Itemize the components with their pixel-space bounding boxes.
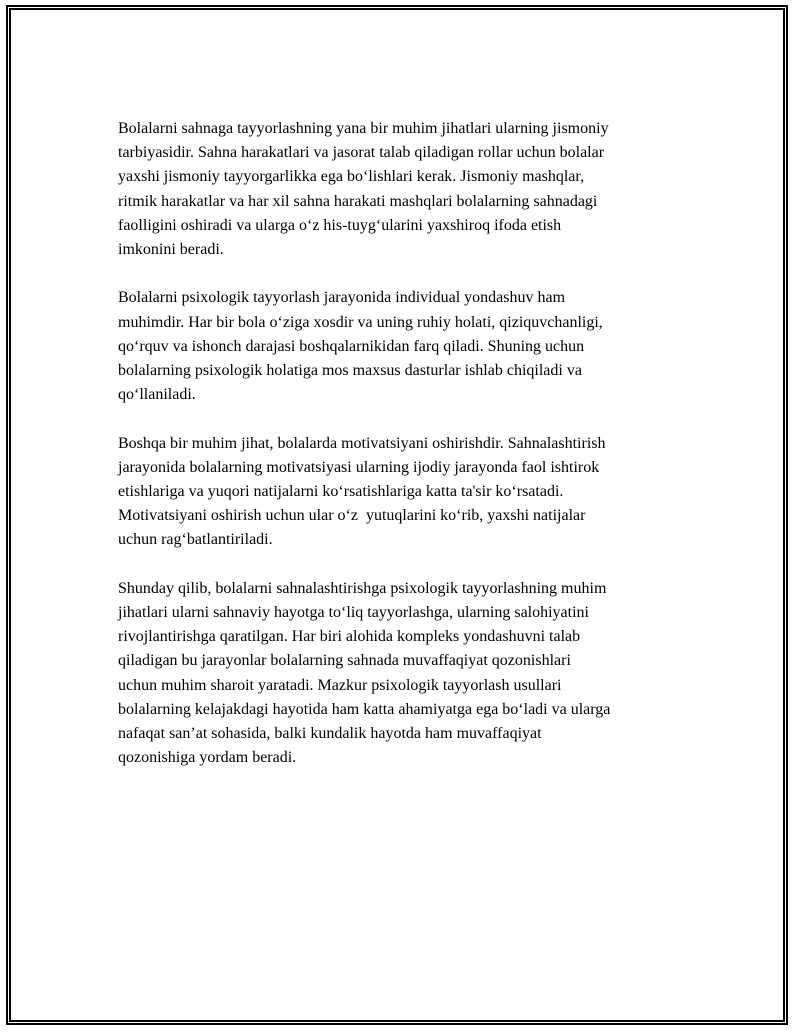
text-line: Boshqa bir muhim jihat, bolalarda motivatsiyani oshirishdir. Sahnalashtirish (118, 434, 606, 452)
text-line: Motivatsiyani oshirish uchun ular o‘z yutuqlarini ko‘rib, yaxshi natijalar (118, 507, 586, 525)
document-body (118, 117, 698, 795)
text-line: rivojlantirishga qaratilgan. Har biri alohida kompleks yondashuvni talab (118, 628, 581, 646)
text-line: qo‘llaniladi. (118, 386, 196, 404)
paragraph-physical-training (118, 117, 698, 262)
text-line: ritmik harakatlar va har xil sahna harakati mashqlari bolalarning sahnadagi (118, 192, 598, 210)
text-line: Shunday qilib, bolalarni sahnalashtirishga psixologik tayyorlashning muhim (118, 579, 607, 597)
text-line: etishlariga va yuqori natijalarni ko‘rsatishlariga katta ta'sir ko‘rsatadi. (118, 483, 564, 501)
text-line: Bolalarni psixologik tayyorlash jarayonida individual yondashuv ham (118, 289, 566, 307)
text-line: Bolalarni sahnaga tayyorlashning yana bir muhim jihatlari ularning jismoniy (118, 120, 609, 137)
text-line: qo‘rquv va ishonch darajasi boshqalarnikidan farq qiladi. Shuning uchun (118, 337, 585, 355)
text-line: uchun rag‘batlantiriladi. (118, 531, 273, 549)
text-line: imkonini beradi. (118, 241, 224, 259)
text-line: qozonishiga yordam beradi. (118, 749, 297, 767)
text-line: nafaqat san’at sohasida, balki kundalik hayotda ham muvaffaqiyat (118, 725, 542, 743)
text-line: yaxshi jismoniy tayyorgarlikka ega bo‘lishlari kerak. Jismoniy mashqlar, (118, 168, 585, 186)
text-line: uchun muhim sharoit yaratadi. Mazkur psixologik tayyorlash usullari (118, 676, 562, 694)
text-line: qiladigan bu jarayonlar bolalarning sahnada muvaffaqiyat qozonishlari (118, 652, 571, 670)
text-line: faolligini oshiradi va ularga o‘z his-tuyg‘ularini yaxshiroq ifoda etish (118, 216, 562, 234)
text-line: jihatlari ularni sahnaviy hayotga to‘liq tayyorlashga, ularning salohiyatini (118, 604, 589, 622)
text-line: bolalarning kelajakdagi hayotida ham katta ahamiyatga ega bo‘ladi va ularga (118, 700, 611, 718)
paragraph-conclusion (118, 577, 698, 771)
text-line: jarayonida bolalarning motivatsiyasi ularning ijodiy jarayonda faol ishtirok (118, 458, 600, 476)
paragraph-individual-approach (118, 286, 698, 407)
text-line: tarbiyasidir. Sahna harakatlari va jasorat talab qiladigan rollar uchun bolalar (118, 144, 605, 162)
text-line: muhimdir. Har bir bola o‘ziga xosdir va uning ruhiy holati, qiziquvchanligi, (118, 313, 603, 331)
paragraph-motivation (118, 432, 698, 553)
text-line: bolalarning psixologik holatiga mos maxsus dasturlar ishlab chiqiladi va (118, 362, 582, 380)
